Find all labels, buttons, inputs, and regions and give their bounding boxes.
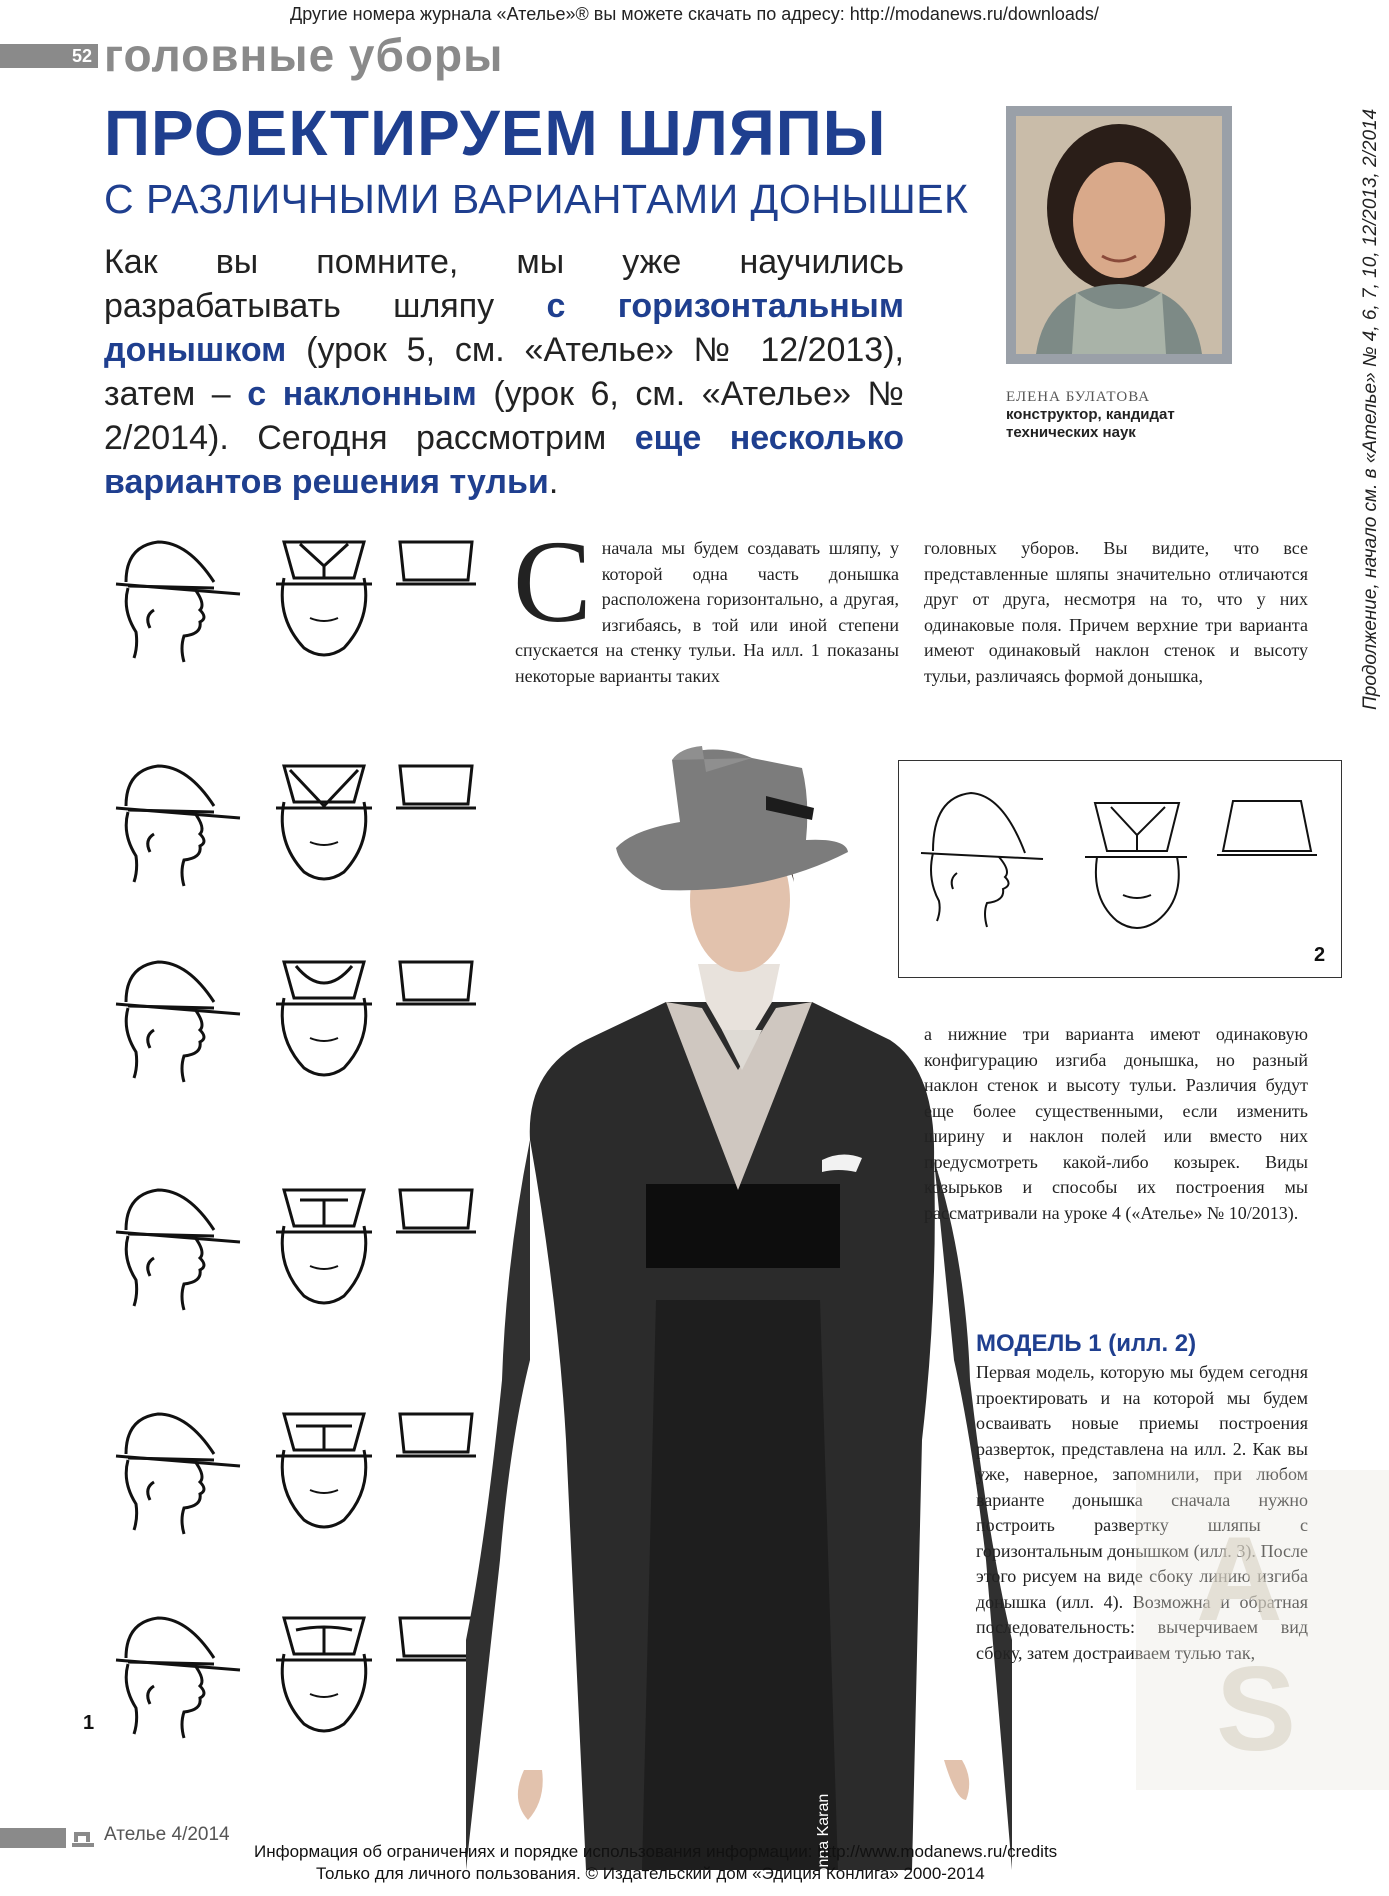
section-title: головные уборы: [104, 29, 504, 81]
drop-cap: С: [513, 516, 592, 647]
figure-1-label: 1: [83, 1712, 95, 1734]
lead-text-2: (урок 5, см. «Ателье» № 12/2013), затем –: [104, 331, 904, 413]
article-subtitle: С РАЗЛИЧНЫМИ ВАРИАНТАМИ ДОНЫШЕК: [104, 176, 969, 222]
sewing-machine-icon: [72, 1828, 94, 1848]
svg-text:S: S: [1216, 1642, 1297, 1776]
hat-row-6: [116, 1618, 476, 1738]
hat-row-1: [116, 542, 476, 662]
author-photo: [1006, 106, 1232, 364]
photo-credit-text: Donna Karan: [815, 1793, 832, 1888]
continuation-note: [1360, 100, 1389, 720]
author-name: ЕЛЕНА БУЛАТОВА: [1006, 389, 1151, 405]
author-title: конструктор, кандидат технических наук: [1006, 406, 1175, 441]
lead-emphasis-1: с горизонтальным донышком: [104, 287, 904, 369]
article-title: ПРОЕКТИРУЕМ ШЛЯПЫ: [104, 97, 887, 169]
lead-emphasis-2: с наклонным: [247, 375, 477, 413]
model-photo: [466, 740, 1012, 1870]
hat-variants-illustration: [100, 530, 490, 1760]
footer-info-line: Информация об ограничениях и порядке использования информации: http://www.modanews.ru/credits: [254, 1842, 1058, 1861]
svg-text:A: A: [1196, 1512, 1283, 1646]
lead-paragraph: [104, 240, 904, 504]
text-column-4: Первая модель, которую мы будем сегодня проектировать и на которой мы будем осваивать новые приемы построения разверток, представлена на илл. 2. Как вы уже, наверное, запомнили, при любом варианте донышка сначала нужно построить развертку шляпы с горизонтальным донышком (илл. 3). После этого рисуем на виде сбоку линию изгиба донышка (илл. 4). Возможна и обратная последовательность: вычерчиваем вид сбоку, затем достраиваем тулью так,: [976, 1362, 1308, 1663]
author-caption: [1006, 388, 1246, 442]
page-number: 52: [71, 46, 93, 66]
hat-row-4: [116, 1190, 476, 1310]
continuation-note-text: Продолжение, начало см. в «Ателье» № 4, 6, 7, 10, 12/2013, 2/2014: [1360, 108, 1381, 710]
top-download-note: Другие номера журнала «Ателье»® вы можете скачать по адресу: http://modanews.ru/downloads/: [290, 4, 1099, 24]
hat-row-3: [116, 962, 476, 1082]
text-column-2: головных уборов. Вы видите, что все представленные шляпы значительно отличаются друг от друга, несмотря на то, что у них одинаковые поля. Причем верхние три варианта имеют одинаковый наклон стенок и высоту тульи, различаясь формой донышка,: [924, 538, 1308, 686]
footer-bar: [0, 1828, 66, 1848]
lead-text-1: Как вы помните, мы уже научились разрабатывать шляпу: [104, 243, 904, 325]
text-column-1-body: начала мы будем создавать шляпу, у которой одна часть донышка расположена горизонтально, а другая, изгибаясь, в той или иной степени спускается на стенку тульи. На илл. 1 показаны некоторые варианты таких: [515, 538, 899, 686]
footer-magazine: Ателье 4/2014: [104, 1824, 230, 1845]
footer-copyright-line: Только для личного пользования. © Издательский дом «Эдиция Конлига» 2000-2014: [316, 1864, 985, 1883]
figure-2-label: 2: [1314, 944, 1326, 966]
watermark-logo: [1076, 1470, 1389, 1790]
text-column-1: [513, 516, 899, 689]
lead-emphasis-3: еще несколько вариантов решения тульи: [104, 419, 905, 501]
lead-text-3: (урок 6, см. «Ателье» № 2/2014). Сегодня рассмотрим: [104, 375, 905, 457]
model-heading: МОДЕЛЬ 1 (илл. 2): [976, 1330, 1197, 1357]
hat-row-2: [116, 766, 476, 886]
author-portrait-image: [1016, 116, 1222, 354]
lead-text-4: .: [548, 463, 559, 501]
hat-row-5: [116, 1414, 476, 1534]
text-column-3: а нижние три варианта имеют одинаковую конфигурацию изгиба донышка, но разный наклон стенок и высоту тульи. Различия будут еще более существенными, если изменить ширину и наклон полей или вместо них предусмотреть какой-либо козырек. Виды козырьков и способы их построения мы рассматривали на уроке 4 («Ателье» № 10/2013).: [924, 1024, 1308, 1223]
